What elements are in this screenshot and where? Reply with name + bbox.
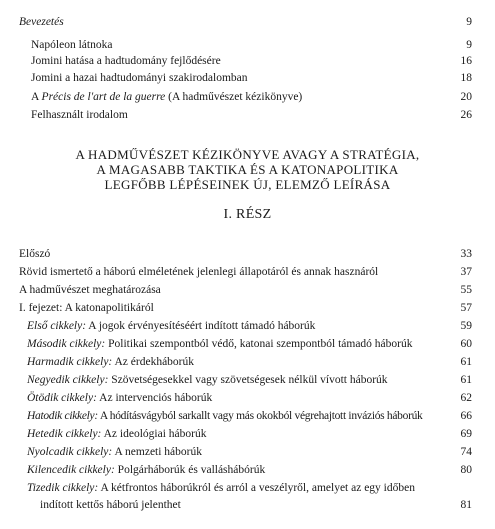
article-row [0,389,495,407]
book-title-line: A HADMŰVÉSZET KÉZIKÖNYVE AVAGY A STRATÉGIA, [75,147,420,162]
article-label: Tizedik cikkely: [27,482,99,494]
article-text: A kétfrontos háborúkról és arról a veszélyről, amelyet az egy időben [98,482,415,494]
article-row [0,317,495,335]
toc-row [0,299,495,317]
toc-title: Napóleon látnoka [31,39,113,51]
toc-title: Felhasznált irodalom [31,109,128,121]
article-label: Harmadik cikkely: [27,356,113,368]
toc-title: Bevezetés [19,16,64,28]
book-title-line: A MAGASABB TAKTIKA ÉS A KATONAPOLITIKA [96,162,399,177]
article-row [0,443,495,461]
toc-title: A hadművészet meghatározása [19,284,161,296]
toc-row [0,106,495,124]
article-text: Az intervenciós háborúk [96,392,213,404]
article-title [27,443,202,461]
toc-row [0,245,495,263]
toc-title: Jomini hatása a hadtudomány fejlődésére [31,55,221,67]
article-label: Negyedik cikkely: [27,374,109,386]
toc-row [0,281,495,299]
toc-row [0,69,495,87]
article-label: Kilencedik cikkely: [27,464,115,476]
toc-page: 60 [460,338,472,350]
article-title [27,479,415,497]
toc-page: 33 [460,248,472,260]
toc-page: 57 [460,302,472,314]
article-row [0,335,495,353]
article-text: A nemzeti háborúk [112,446,202,458]
toc-title: Előszó [19,248,51,260]
article-text: indított kettős háború jelenthet [40,499,181,511]
article-label: Hatodik cikkely: [27,410,98,422]
article-row [0,461,495,479]
article-label: Nyolcadik cikkely: [27,446,113,458]
toc-title: Rövid ismertető a háború elméletének jelenlegi állapotáról és annak hasznáról [19,266,379,278]
toc-title-suffix: (A hadművészet kézikönyve) [165,91,303,103]
toc-page: 61 [460,374,472,386]
article-text: Polgárháborúk és valláshábórúk [114,464,266,476]
toc-page: 16 [460,55,472,67]
article-label: Hetedik cikkely: [27,428,102,440]
article-title [27,353,194,371]
toc-page: 9 [466,16,472,28]
toc-page: 69 [460,428,472,440]
toc-page: 37 [460,266,472,278]
toc-title: I. fejezet: A katonapolitikáról [19,302,154,314]
article-title [27,407,423,425]
toc-page: 20 [460,91,472,103]
article-text: A hódításvágyból sarkallt vagy más okokból végrehajtott inváziós háborúk [97,410,423,422]
article-row [0,407,495,425]
toc-row-bevezetes [0,13,495,31]
article-text: Az érdekháborúk [112,356,195,368]
article-title [27,335,412,353]
toc-title-prefix: A [31,91,42,103]
toc-page: 81 [460,499,472,511]
toc-page: 18 [460,72,472,84]
article-title [27,317,315,335]
toc-page: 59 [460,320,472,332]
article-title [27,425,206,443]
toc-page: 55 [460,284,472,296]
article-label: Első cikkely: [27,320,87,332]
toc-page: 66 [460,410,472,422]
article-label: Ötödik cikkely: [27,392,97,404]
article-text: Politikai szempontból védő, katonai szempontból támadó háborúk [105,338,413,350]
article-title [27,389,212,407]
article-row-continuation [0,496,495,514]
toc-row [0,52,495,70]
toc-row [0,263,495,281]
toc-page: 62 [460,392,472,404]
article-row [0,479,495,497]
toc-title [31,88,302,106]
book-title-line: LEGFŐBB LÉPÉSEINEK ÚJ, ELEMZŐ LEÍRÁSA [104,177,391,192]
part-heading: I. RÉSZ [223,207,272,222]
article-text: Az ideológiai háborúk [101,428,207,440]
article-row [0,353,495,371]
article-label: Második cikkely: [27,338,106,350]
toc-page: 26 [460,109,472,121]
article-text: A jogok érvényesítéséért indított támadó háborúk [86,320,316,332]
article-title [27,371,388,389]
toc-title: Jomini a hazai hadtudományi szakirodalomban [31,72,248,84]
article-text: Szövetségesekkel vagy szövetségesek nélkül vívott háborúk [108,374,388,386]
toc-row [0,88,495,106]
toc-page: 80 [460,464,472,476]
toc-page: 61 [460,356,472,368]
article-title [27,461,265,479]
toc-page: 9 [466,39,472,51]
article-row [0,425,495,443]
article-row [0,371,495,389]
toc-title-italic: Précis de l'art de la guerre [41,91,166,103]
toc-page: 74 [460,446,472,458]
